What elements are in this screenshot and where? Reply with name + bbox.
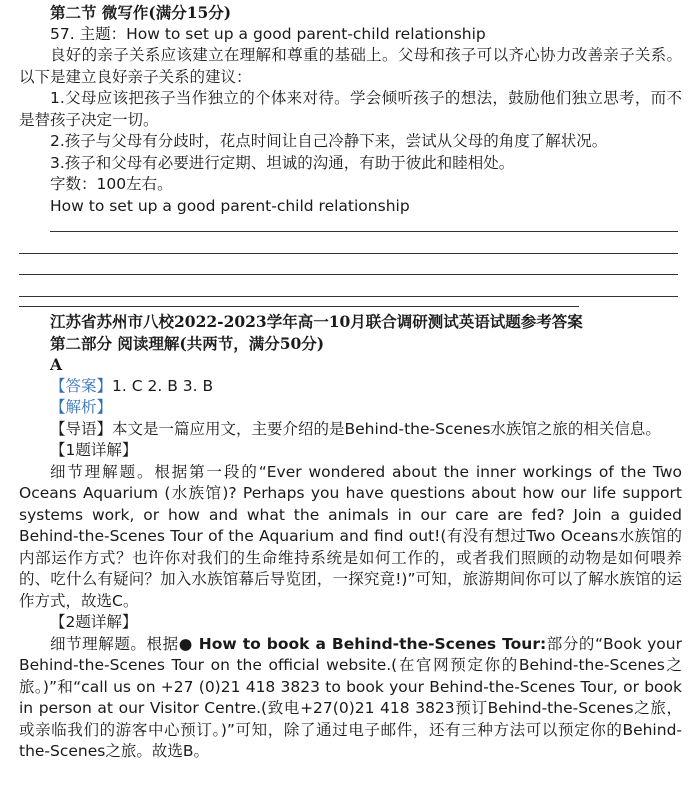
q2-explanation bbox=[19, 634, 682, 763]
answer-blank-line bbox=[19, 239, 682, 261]
q2-text-post: 部分的“Book your Behind-the-Scenes Tour on the official website.(在官网预定你的Behind-the-Scenes之旅。)”和“call us on +27 (0)21 418 3823 to book your Behind-the-Scenes Tour, or book in person at our Visitor Centre.(致电+27(0)21 418 3823预订Behind-the-Scenes之旅，或亲临我们的游客中心预订。)”可知，除了通过电子邮件，还有三种方法可以预定你的Behind-the-Scenes之旅。故选B。 bbox=[19, 634, 682, 760]
writing-point-1: 1.父母应该把孩子当作独立的个体来对待。学会倾听孩子的想法，鼓励他们独立思考，而不是替孩子决定一切。 bbox=[19, 89, 682, 129]
writing-point-3: 3.孩子和父母有必要进行定期、坦诚的沟通，有助于彼此和睦相处。 bbox=[50, 153, 515, 172]
doc-title: 江苏省苏州市八校2022-2023学年高一10月联合调研测试英语试题参考答案 bbox=[50, 312, 583, 331]
part-heading: 第二部分 阅读理解(共两节，满分50分) bbox=[50, 333, 325, 353]
q2-tag: 【2题详解】 bbox=[50, 613, 138, 631]
guide-text: 本文是一篇应用文，主要介绍的是Behind-the-Scenes水族馆之旅的相关信息。 bbox=[112, 419, 661, 438]
divider bbox=[19, 303, 682, 311]
writing-point-2: 2.孩子与父母有分歧时，花点时间让自己冷静下来，尝试从父母的角度了解状况。 bbox=[50, 132, 608, 150]
answer-tag: 【答案】 bbox=[50, 376, 113, 395]
passage-label: A bbox=[50, 355, 63, 374]
analysis-tag: 【解析】 bbox=[50, 398, 113, 416]
answer-key-row bbox=[19, 376, 682, 398]
q1-explanation: 细节理解题。根据第一段的“Ever wondered about the inner workings of the Two Oceans Aquarium (水族馆)? Perhaps you have questions about how our life support systems work, or how and what the animals in our care are fed? Join a guided Behind-the-Scenes Tour of the Aquarium and find out!(有没有想过Two Oceans水族馆的内部运作方式？也许你对我们的生命维持系统是如何工作的，或者我们照顾的动物是如何喂养的、吃什么有疑问？加入水族馆幕后导览团，一探究竟!)”可知，旅游期间你可以了解水族馆的运作方式，故选C。 bbox=[19, 462, 682, 610]
writing-topic: 57. 主题：How to set up a good parent-child relationship bbox=[50, 24, 486, 43]
word-count: 字数：100左右。 bbox=[50, 175, 173, 193]
guide-paragraph bbox=[19, 419, 682, 441]
answer-values: 1. C 2. B 3. B bbox=[112, 376, 214, 395]
writing-intro: 良好的亲子关系应该建立在理解和尊重的基础上。父母和孩子可以齐心协力改善亲子关系。以下是建立良好亲子关系的建议： bbox=[19, 46, 682, 86]
q2-bold-heading: ● How to book a Behind-the-Scenes Tour: bbox=[178, 634, 547, 653]
answer-blank-line bbox=[19, 217, 682, 239]
q1-tag: 【1题详解】 bbox=[50, 441, 138, 459]
answer-title: How to set up a good parent-child relationship bbox=[50, 196, 410, 215]
guide-tag: 【导语】 bbox=[50, 419, 113, 438]
answer-blank-line bbox=[19, 260, 682, 282]
section-heading: 第二节 微写作(满分15分) bbox=[50, 3, 232, 22]
q2-text-pre: 细节理解题。根据 bbox=[50, 634, 179, 653]
answer-blank-line bbox=[19, 282, 682, 304]
